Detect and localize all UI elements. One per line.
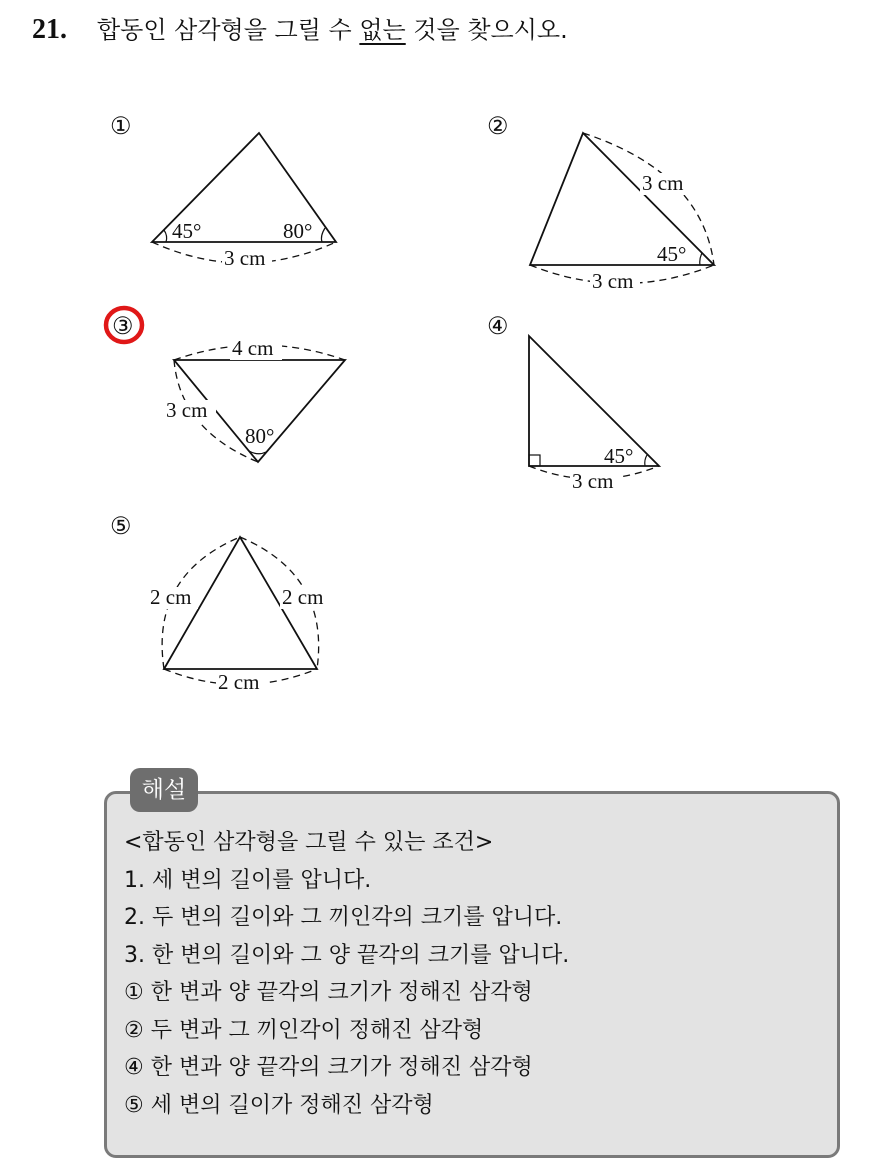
- option-5-figure: [162, 537, 319, 685]
- question-text-underlined: 없는: [359, 16, 406, 44]
- option-4-base-label: 3 cm: [572, 469, 614, 493]
- option-3-marker: ③: [112, 314, 134, 340]
- solution-line: ④ 한 변과 양 끝각의 크기가 정해진 삼각형: [124, 1055, 533, 1080]
- option-1-angle-right: [321, 228, 325, 242]
- option-4-angle: [645, 455, 647, 466]
- option-3-angle-label: 80°: [245, 424, 275, 448]
- option-1-length-label: 3 cm: [224, 246, 266, 270]
- question-number: 21.: [32, 14, 67, 45]
- option-5-right-label: 2 cm: [282, 585, 324, 609]
- option-2-angle-label: 45°: [657, 242, 687, 266]
- solution-line: ⑤ 세 변의 길이가 정해진 삼각형: [124, 1092, 434, 1118]
- option-4-figure: [529, 336, 659, 479]
- option-1-marker: ①: [110, 114, 132, 140]
- option-3-top-label: 4 cm: [232, 336, 274, 360]
- solution-text: [124, 824, 569, 1124]
- option-1-angle-left: [164, 230, 167, 242]
- option-5-marker: ⑤: [110, 514, 132, 540]
- solution-line: 2. 두 변의 길이와 그 끼인각의 크기를 압니다.: [124, 905, 563, 930]
- option-2-marker: ②: [487, 114, 509, 140]
- solution-line-title: <합동인 삼각형을 그릴 수 있는 조건>: [124, 830, 494, 855]
- option-2-angle: [700, 253, 702, 265]
- option-5-base-label: 2 cm: [218, 670, 260, 694]
- question-text-after: 것을 찾으시오.: [405, 16, 568, 44]
- solution-tag: 해설: [130, 768, 198, 812]
- option-4-angle-label: 45°: [604, 444, 634, 468]
- solution-line: 3. 한 변의 길이와 그 양 끝각의 크기를 압니다.: [124, 942, 570, 968]
- solution-line: 1. 세 변의 길이를 압니다.: [124, 867, 372, 893]
- option-2-side-label: 3 cm: [642, 171, 684, 195]
- option-5-left-label: 2 cm: [150, 585, 192, 609]
- question-text-before: 합동인 삼각형을 그릴 수: [97, 16, 360, 44]
- solution-line: ② 두 변과 그 끼인각이 정해진 삼각형: [124, 1017, 484, 1043]
- option-4-marker: ④: [487, 314, 509, 340]
- option-3-side-label: 3 cm: [166, 398, 208, 422]
- solution-line: ① 한 변과 양 끝각의 크기가 정해진 삼각형: [124, 980, 533, 1005]
- option-2-base-label: 3 cm: [592, 269, 634, 293]
- option-1-angle-left-label: 45°: [172, 219, 202, 243]
- option-1-figure: [152, 133, 336, 263]
- option-4-triangle: [529, 336, 659, 466]
- option-4-right-angle-mark: [529, 455, 540, 466]
- option-1-angle-right-label: 80°: [283, 219, 313, 243]
